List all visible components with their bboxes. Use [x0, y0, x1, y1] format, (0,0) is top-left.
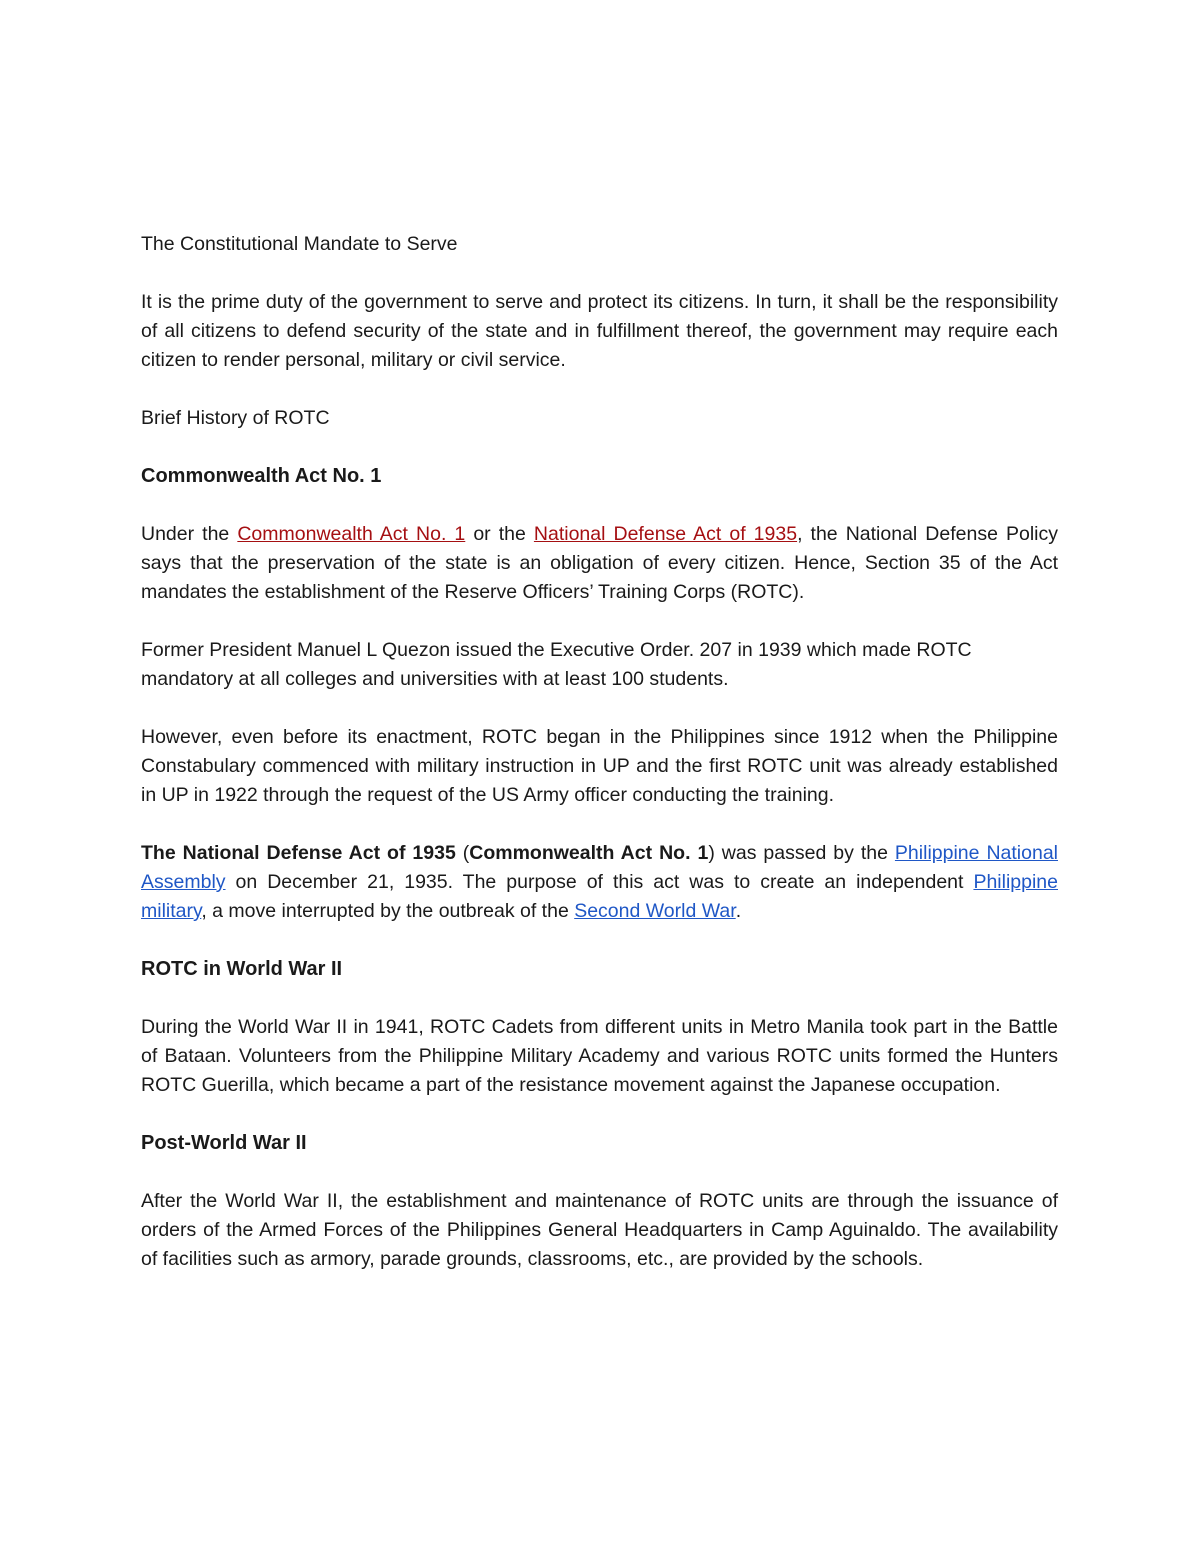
quezon-paragraph: Former President Manuel L Quezon issued the Executive Order. 207 in 1939 which made ROTC mandatory at all colleges and universities with at least 100 students.	[141, 639, 972, 690]
brief-history-label: Brief History of ROTC	[141, 407, 330, 429]
early-rotc-paragraph: However, even before its enactment, ROTC began in the Philippines since 1912 when the Philippine Constabulary commenced with military instruction in UP and the first ROTC unit was already established in UP in 1922 through the request of the US Army officer conducting the training.	[141, 726, 1058, 806]
second-world-war-link[interactable]: Second World War	[574, 900, 736, 922]
document-title: The Constitutional Mandate to Serve	[141, 233, 458, 255]
post-world-war-2-paragraph: After the World War II, the establishment and maintenance of ROTC units are through the issuance of orders of the Armed Forces of the Philippines General Headquarters in Camp Aguinaldo. The availability of facilities such as armory, parade grounds, classrooms, etc., are provided by the schools.	[141, 1190, 1058, 1270]
national-defense-act-link[interactable]: National Defense Act of 1935	[533, 523, 798, 545]
text-run: (	[455, 842, 470, 864]
bold-run: Commonwealth Act No. 1	[469, 842, 709, 864]
text-run: or the	[465, 523, 534, 545]
text-run: , a move interrupted by the outbreak of the	[201, 900, 575, 922]
heading-post-world-war-2: Post-World War II	[141, 1132, 307, 1154]
national-defense-act-paragraph	[141, 839, 1058, 926]
document-page	[141, 230, 1058, 1274]
text-run: Under the	[141, 523, 238, 545]
commonwealth-act-link[interactable]: Commonwealth Act No. 1	[237, 523, 466, 545]
bold-run: The National Defense Act of 1935	[141, 842, 456, 864]
heading-commonwealth-act: Commonwealth Act No. 1	[141, 465, 382, 487]
text-run: on December 21, 1935. The purpose of this act was to create an independent	[225, 871, 974, 893]
text-run: .	[735, 900, 742, 922]
philippine-military-link[interactable]: Philippine military	[141, 871, 1058, 922]
commonwealth-act-paragraph	[141, 520, 1058, 607]
heading-rotc-world-war-2: ROTC in World War II	[141, 958, 343, 980]
text-run: ) was passed by the	[708, 842, 895, 864]
intro-paragraph: It is the prime duty of the government to serve and protect its citizens. In turn, it shall be the responsibility of all citizens to defend security of the state and in fulfillment thereof, the government may require each citizen to render personal, military or civil service.	[141, 291, 1058, 371]
philippine-national-assembly-link[interactable]: Philippine National Assembly	[141, 842, 1058, 893]
world-war-2-paragraph: During the World War II in 1941, ROTC Cadets from different units in Metro Manila took part in the Battle of Bataan. Volunteers from the Philippine Military Academy and various ROTC units formed the Hunters ROTC Guerilla, which became a part of the resistance movement against the Japanese occupation.	[141, 1016, 1058, 1096]
text-run: , the National Defense Policy says that the preservation of the state is an obligation of every citizen. Hence, Section 35 of the Act mandates the establishment of the Reserve Officers’ Training Corps (ROTC).	[141, 523, 1059, 603]
